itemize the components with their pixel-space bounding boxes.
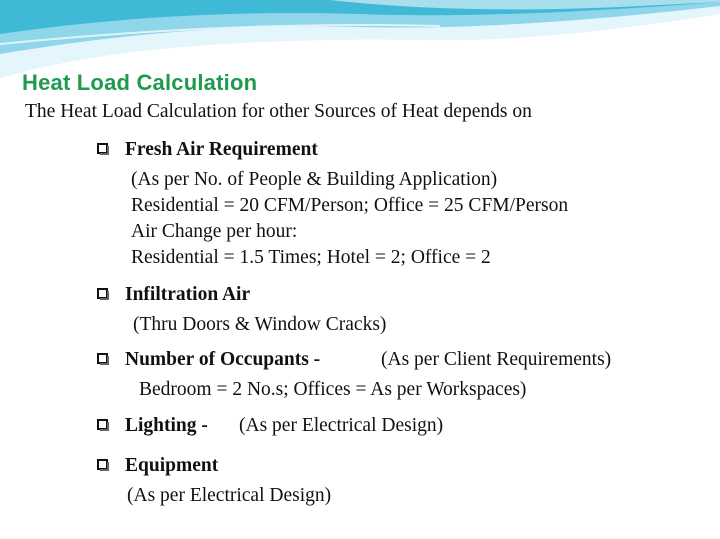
item-heading: Equipment (125, 455, 219, 476)
item-note: (As per Electrical Design) (239, 415, 444, 436)
header-wave-decoration (0, 0, 720, 80)
checkbox-bullet-icon (97, 288, 108, 299)
item-detail-line: (As per Electrical Design) (127, 485, 332, 506)
checkbox-bullet-icon (97, 353, 108, 364)
item-detail-line: Air Change per hour: (131, 221, 298, 242)
intro-text: The Heat Load Calculation for other Sources of Heat depends on (25, 101, 532, 122)
checkbox-bullet-icon (97, 459, 108, 470)
item-detail-line: Bedroom = 2 No.s; Offices = As per Workspaces) (139, 379, 527, 400)
item-detail-line: Residential = 1.5 Times; Hotel = 2; Office = 2 (131, 247, 491, 268)
item-heading: Number of Occupants - (125, 349, 321, 370)
item-heading: Fresh Air Requirement (125, 139, 318, 160)
item-heading: Lighting - (125, 415, 208, 436)
item-heading: Infiltration Air (125, 284, 251, 305)
slide-title: Heat Load Calculation (22, 70, 258, 95)
checkbox-bullet-icon (97, 143, 108, 154)
item-note: (As per Client Requirements) (381, 349, 612, 370)
item-detail-line: Residential = 20 CFM/Person; Office = 25 CFM/Person (131, 195, 569, 216)
item-detail-line: (As per No. of People & Building Application) (131, 169, 498, 190)
item-detail-line: (Thru Doors & Window Cracks) (133, 314, 387, 335)
checkbox-bullet-icon (97, 419, 108, 430)
